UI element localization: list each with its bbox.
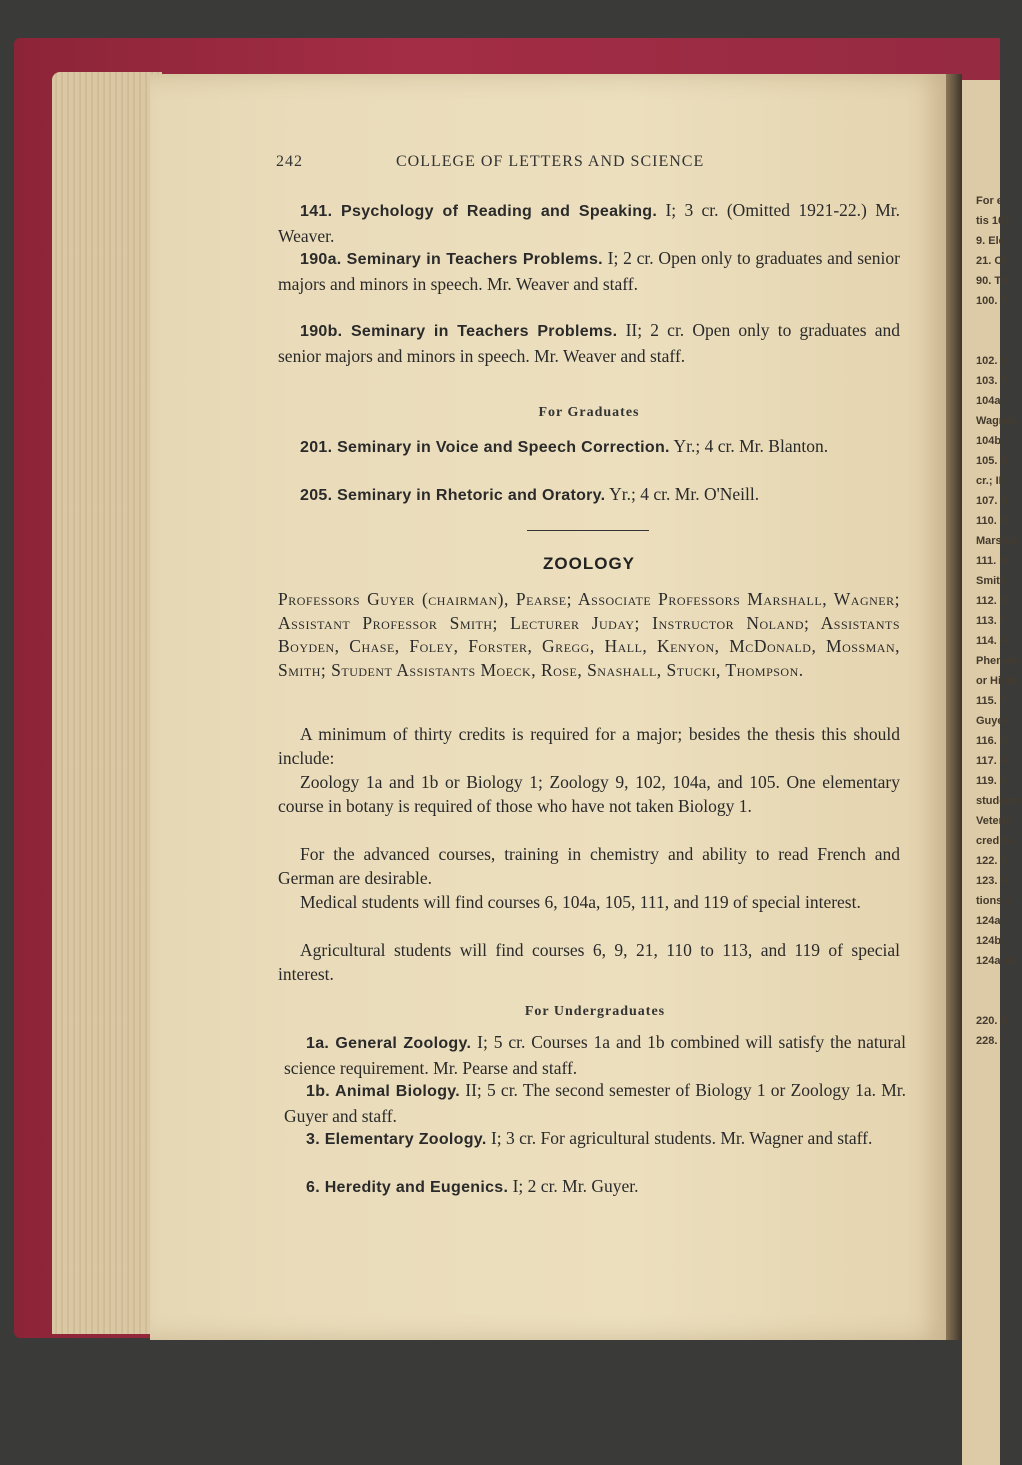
- staff-list: Professors Guyer (chairman), Pearse; Associate Professors Marshall, Wagner; Assistant Professor Smith; Lecturer Juday; Instructor Noland; Assistants Boyden, Chase, Foley, Forster, Gregg, Hall, Kenyon, McDonald, Mossman, Smith; Student Assistants Moeck, Rose, Snashall, Stucki, Thompson.: [278, 589, 900, 680]
- course-name: 201. Seminary in Voice and Speech Correction.: [300, 439, 670, 456]
- body-paragraph: Medical students will find courses 6, 104a, 105, 111, and 119 of special interest.: [300, 892, 861, 912]
- running-head-title: COLLEGE OF LETTERS AND SCIENCE: [396, 153, 705, 170]
- facing-page-fragment: [962, 315, 1000, 335]
- facing-page-fragment: 124b.: [976, 935, 1005, 947]
- facing-page-fragment: 107. E: [976, 495, 1008, 507]
- section-title: ZOOLOGY: [543, 554, 635, 573]
- facing-page-fragment: 100. T: [976, 295, 1008, 307]
- facing-page-fragment: tis 101.: [976, 215, 1014, 227]
- facing-page-fragment: 119. A: [976, 775, 1008, 787]
- course-entry: [278, 434, 900, 460]
- course-name: 141. Psychology of Reading and Speaking.: [300, 203, 658, 220]
- course-name: 1a. General Zoology.: [306, 1035, 472, 1052]
- facing-page-fragment: 122. A: [976, 855, 1009, 867]
- body-paragraph: Agricultural students will find courses 6, 9, 21, 110 to 113, and 119 of special interest.: [278, 940, 900, 984]
- facing-page-fragment: [962, 995, 1000, 1015]
- facing-page-fragment: 105. E: [976, 455, 1008, 467]
- body-paragraph: A minimum of thirty credits is required for a major; besides the thesis this should include:: [278, 724, 900, 768]
- course-text: Yr.; 4 cr. Mr. O'Neill.: [605, 484, 760, 504]
- course-name: 205. Seminary in Rhetoric and Oratory.: [300, 487, 606, 504]
- course-name: 6. Heredity and Eugenics.: [306, 1179, 509, 1196]
- body-paragraph: For the advanced courses, training in chemistry and ability to read French and German are desirable.: [278, 844, 900, 888]
- course-name: 1b. Animal Biology.: [306, 1083, 461, 1100]
- facing-page-fragment: Veterin: [976, 815, 1013, 827]
- facing-page-fragment: 112. E: [976, 595, 1008, 607]
- facing-page-fragment: Wagner.: [976, 415, 1019, 427]
- course-text: Yr.; 4 cr. Mr. Blanton.: [669, 436, 829, 456]
- facing-page-fragment: 103. T: [976, 375, 1008, 387]
- course-entry: [278, 318, 900, 368]
- facing-page-fragment: 104b.: [976, 435, 1005, 447]
- facing-page-fragment: 124a.: [976, 915, 1004, 927]
- course-text: II; 2 cr. Open only to graduates and senior majors and minors in speech. Mr. Weaver and staff.: [278, 320, 900, 366]
- facing-page-fragment: For e: [976, 195, 1003, 207]
- facing-page-fragment: 124a wi: [976, 955, 1016, 967]
- course-entry: [284, 1078, 906, 1128]
- course-entry: [278, 198, 900, 248]
- facing-page-fragment: cr.; II: [976, 475, 1002, 487]
- course-text: I; 5 cr. Courses 1a and 1b combined will satisfy the natural science requirement. Mr. Pearse and staff.: [284, 1032, 906, 1078]
- course-entry: [278, 246, 900, 296]
- facing-page-fragment: 123. A: [976, 875, 1009, 887]
- facing-page-fragment: 9. Ele: [976, 235, 1005, 247]
- facing-page-fragment: Marshal: [976, 535, 1018, 547]
- facing-page-edge: [962, 80, 1022, 1465]
- facing-page-fragment: 228. I: [976, 1035, 1004, 1047]
- facing-page-fragment: Guyer.: [976, 715, 1011, 727]
- facing-page-fragment: 104a.: [976, 395, 1004, 407]
- course-text: I; 2 cr. Mr. Guyer.: [508, 1176, 639, 1196]
- facing-page-fragment: 220. S: [976, 1015, 1008, 1027]
- facing-page-fragment: 115. T: [976, 695, 1007, 707]
- facing-page-fragment: Smith.: [976, 575, 1010, 587]
- course-entry: [284, 1174, 906, 1200]
- facing-page-fragment: 90. Th: [976, 275, 1008, 287]
- facing-page-fragment: 111. N: [976, 555, 1008, 567]
- facing-page-fragment: [962, 975, 1000, 995]
- course-entry: [284, 1126, 906, 1152]
- course-text: I; 3 cr. For agricultural students. Mr. Wagner and staff.: [486, 1128, 873, 1148]
- course-name: 190a. Seminary in Teachers Problems.: [300, 251, 603, 268]
- course-name: 3. Elementary Zoology.: [306, 1131, 487, 1148]
- page-edges: [52, 72, 162, 1334]
- page-number: 242: [276, 153, 303, 170]
- for-graduates-heading: For Graduates: [538, 405, 640, 420]
- facing-page-fragment: 114. A: [976, 635, 1008, 647]
- section-divider: [527, 530, 649, 531]
- for-undergraduates-heading: For Undergraduates: [524, 1004, 666, 1019]
- facing-page-fragment: 110. E: [976, 515, 1008, 527]
- facing-page-fragment: 102. Ir: [976, 355, 1008, 367]
- facing-page-fragment: students: [976, 795, 1022, 807]
- facing-page-fragment: Phenom: [976, 655, 1020, 667]
- facing-page-fragment: 117. A: [976, 755, 1008, 767]
- course-text: I; 3 cr. (Omitted 1921-22.) Mr. Weaver.: [278, 200, 901, 246]
- facing-page-fragment: credits.: [976, 835, 1016, 847]
- facing-page-fragment: 21. Or: [976, 255, 1008, 267]
- facing-page-fragment: tions s: [976, 895, 1012, 907]
- course-text: II; 5 cr. The second semester of Biology 1 or Zoology 1a. Mr. Guyer and staff.: [284, 1080, 906, 1126]
- body-paragraph: Zoology 1a and 1b or Biology 1; Zoology 9, 102, 104a, and 105. One elementary course in botany is required of those who have not taken Biology 1.: [278, 772, 900, 816]
- course-name: 190b. Seminary in Teachers Problems.: [300, 323, 618, 340]
- course-entry: [284, 1030, 906, 1080]
- facing-page-fragment: or Histo: [976, 675, 1018, 687]
- book-gutter: [946, 74, 962, 1340]
- course-entry: [278, 482, 900, 508]
- facing-page-fragment: 113. F: [976, 615, 1007, 627]
- facing-page-fragment: 116. C: [976, 735, 1008, 747]
- facing-page-fragment: [962, 335, 1000, 355]
- course-text: I; 2 cr. Open only to graduates and senior majors and minors in speech. Mr. Weaver and staff.: [278, 248, 900, 294]
